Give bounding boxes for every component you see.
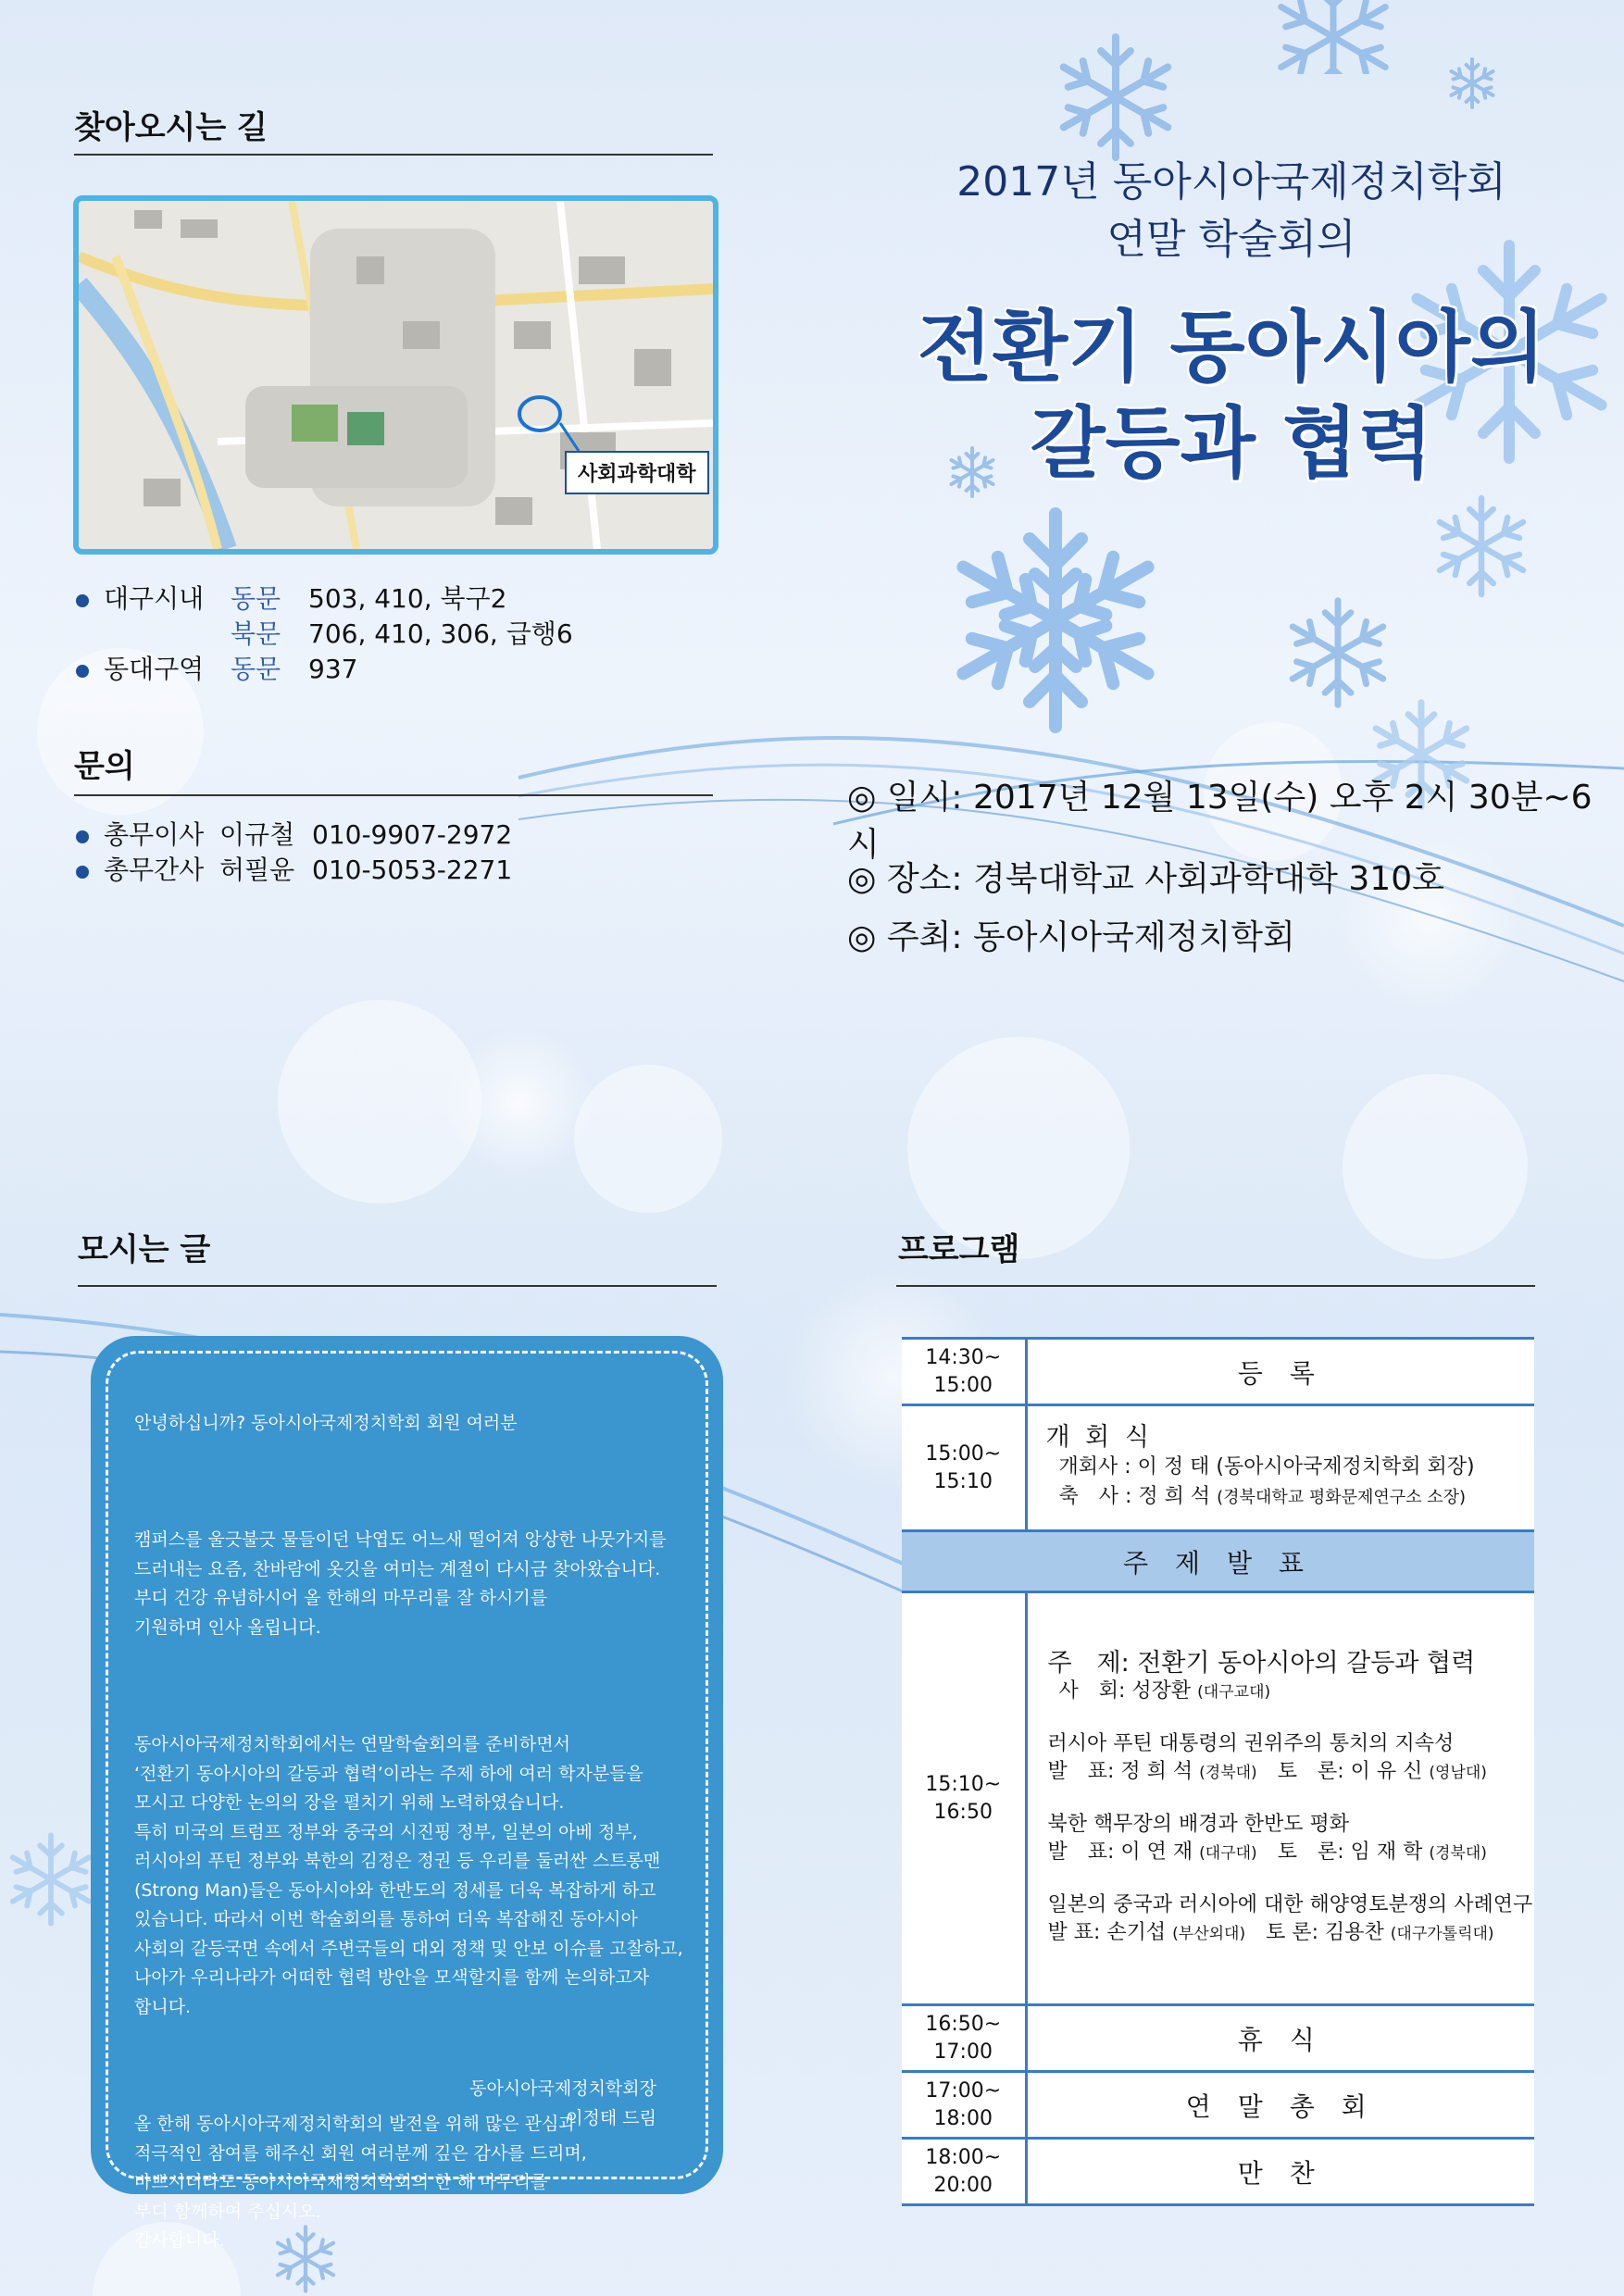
chair-name: 사 회: 성장환 — [1058, 1678, 1198, 1703]
program-time: 15:10~ 16:50 — [902, 1592, 1026, 2005]
event-title-line1: 전환기 동아시아의 — [917, 302, 1546, 393]
letter-body — [134, 1379, 690, 2285]
congrats-speaker: 축 사 : 정 희 석 — [1058, 1485, 1218, 1508]
presentation-block — [1048, 1730, 1535, 1787]
presentation-block — [1048, 1891, 1535, 1948]
discussant-affiliation: (대구가톨릭대) — [1390, 1924, 1494, 1943]
discussant-affiliation: (경북대) — [1429, 1843, 1487, 1863]
event-host: ◎ 주최: 동아시아국제정치학회 — [847, 918, 1295, 956]
bullet-icon — [76, 830, 89, 843]
bullet-icon — [76, 665, 89, 678]
event-date: ◎ 일시: 2017년 12월 13일(수) 오후 2시 30분~6시 — [847, 778, 1593, 864]
presenter-affiliation: (경북대) — [1199, 1763, 1257, 1782]
program-time: 16:50~ 17:00 — [902, 2005, 1026, 2072]
snowflake-decoration — [1046, 28, 1185, 167]
campus-map — [73, 195, 718, 555]
presenter-affiliation: (대구대) — [1199, 1843, 1257, 1863]
bus-routes-text: 706, 410, 306, 급행6 — [308, 618, 573, 649]
bus-row — [76, 579, 573, 614]
bokeh-decoration — [1343, 1074, 1528, 1259]
section-divider — [74, 794, 713, 796]
presenter: 발 표: 정 희 석 — [1047, 1759, 1200, 1783]
presentation-topic: 북한 핵무장의 배경과 한반도 평화 — [1047, 1812, 1350, 1836]
map-location-label: 사회과학대학 — [565, 451, 709, 494]
program-table — [902, 1337, 1534, 2206]
bus-gate: 동문 — [231, 654, 281, 684]
event-title-line2: 갈등과 협력 — [1030, 398, 1433, 489]
section-divider — [78, 1285, 717, 1287]
bokeh-decoration — [574, 1065, 722, 1213]
bullet-icon — [76, 594, 89, 607]
bus-area: 대구시내 — [104, 583, 205, 614]
snowflake-decoration — [1444, 56, 1500, 111]
chair-affiliation: (대구교대) — [1197, 1682, 1271, 1702]
presenter: 발 표: 이 연 재 — [1047, 1840, 1200, 1864]
presenter: 발 표: 손기섭 — [1047, 1920, 1173, 1944]
presentation-block — [1048, 1811, 1535, 1867]
presentation-people — [1048, 1919, 1535, 1948]
presentation-topic: 일본의 중국과 러시아에 대한 해양영토분쟁의 사례연구 — [1047, 1892, 1533, 1916]
bus-row — [76, 614, 573, 649]
program-row-break — [902, 2005, 1534, 2072]
program-row-opening — [902, 1405, 1534, 1531]
program-item: 등 록 — [1026, 1339, 1534, 1405]
letter-paragraph: 캠퍼스를 울긋불긋 물들이던 낙엽도 어느새 떨어져 앙상한 나뭇가지를 드러내는 요즘, 찬바람에 옷깃을 여미는 계절이 다시금 찾아왔습니다. 부디 건강 유념하시어 올 한해의 마무리를 잘 하시기를 기원하며 인사 올립니다. — [134, 1529, 667, 1638]
opening-congrats — [1046, 1482, 1535, 1513]
discussant: 토 론: 김용찬 — [1245, 1920, 1391, 1944]
snowflake-decoration — [1278, 0, 1389, 74]
letter-signature — [286, 2074, 656, 2133]
program-item: 만 찬 — [1026, 2139, 1534, 2205]
event-subtitle-line2: 연말 학술회의 — [1106, 216, 1356, 263]
event-place: ◎ 장소: 경북대학교 사회과학대학 310호 — [847, 860, 1444, 898]
program-item-presentations — [1026, 1592, 1534, 2005]
signature-org: 동아시아국제정치학회장 — [469, 2078, 656, 2099]
bus-row — [76, 649, 573, 684]
opening-head: 개 회 식 — [1045, 1423, 1153, 1452]
bus-gate: 동문 — [231, 583, 281, 614]
letter-greeting: 안녕하십니까? 동아시아국제정치학회 회원 여러분 — [134, 1412, 518, 1433]
presenter-affiliation: (부산외대) — [1172, 1924, 1246, 1943]
letter-paragraph: 동아시아국제정치학회에서는 연말학술회의를 준비하면서 ‘전환기 동아시아의 갈등과 협력’이라는 주제 하에 여러 학자분들을 모시고 다양한 논의의 장을 펼치기 위해 노력하였습니다. 특히 미국의 트럼프 정부와 중국의 시진핑 정부, 일본의 아베 정부, 러시아의 푸틴 정부와 북한의 김정은 정권 등 우리를 둘러싼 스트롱맨 (Strong Man)들은 동아시아와 한반도의 정세를 더욱 복잡하게 하고 있습니다. 따라서 이번 학술회의를 통하여 더욱 복잡해진 동아시아 사회의 갈등국면 속에서 주변국들의 대외 정책 및 안보 이슈를 고찰하고, 나아가 우리나라가 어떠한 협력 방안을 모색할지를 함께 논의하고자 합니다. — [134, 1734, 683, 2017]
snowflake-decoration — [935, 500, 1176, 741]
session-chair — [1048, 1678, 1535, 1706]
program-item: 휴 식 — [1026, 2005, 1534, 2072]
contact-phone: 010-5053-2271 — [312, 855, 513, 885]
contact-name: 이규철 — [219, 819, 295, 850]
program-row-presentations — [902, 1592, 1534, 2005]
program-time: 15:00~ 15:10 — [902, 1405, 1026, 1531]
program-time: 17:00~ 18:00 — [902, 2072, 1026, 2139]
program-item-opening — [1026, 1405, 1534, 1531]
program-time: 18:00~ 20:00 — [902, 2139, 1026, 2205]
discussant: 토 론: 이 유 신 — [1256, 1759, 1430, 1783]
program-time: 14:30~ 15:00 — [902, 1339, 1026, 1405]
bus-gate: 북문 — [231, 618, 281, 649]
letter-title: 모시는 글 — [78, 1231, 211, 1268]
bus-area: 동대구역 — [104, 654, 205, 684]
contact-name: 허필윤 — [219, 855, 295, 885]
program-band — [902, 1531, 1534, 1592]
contact-row — [76, 850, 512, 885]
map-graphic — [79, 201, 713, 549]
snowflake-decoration — [0, 1805, 102, 1953]
contact-title: 문의 — [74, 748, 135, 785]
discussant-affiliation: (영남대) — [1429, 1763, 1487, 1782]
contact-list — [76, 815, 512, 885]
program-row-registration — [902, 1339, 1534, 1405]
letter-paragraph: 올 한해 동아시아국제정치학회의 발전을 위해 많은 관심과 적극적인 참여를 해주신 회원 여러분께 깊은 감사를 드리며, 바쁘시더라도 동아시아국제정치학회의 한 해 마무리를 부디 함께하여 주십시오. 감사합니다. — [134, 2114, 587, 2251]
contact-role: 총무이사 — [104, 819, 205, 850]
presentation-topic: 러시아 푸틴 대통령의 권위주의 통치의 지속성 — [1047, 1731, 1455, 1755]
band-label: 주 제 발 표 — [902, 1531, 1534, 1592]
program-title: 프로그램 — [898, 1231, 1020, 1268]
opening-speech: 개회사 : 이 정 태 (동아시아국제정치학회 회장) — [1058, 1455, 1475, 1479]
section-divider — [74, 154, 713, 156]
bus-routes — [76, 579, 573, 684]
presentation-people — [1048, 1758, 1535, 1787]
section-divider — [896, 1285, 1535, 1287]
theme-block — [1048, 1650, 1535, 1706]
presentation-people — [1048, 1839, 1535, 1867]
signature-name: 이정태 드림 — [566, 2108, 656, 2128]
bokeh-decoration — [278, 1000, 481, 1204]
program-row-meeting — [902, 2072, 1534, 2139]
contact-phone: 010-9907-2972 — [312, 819, 513, 850]
bus-routes-text: 503, 410, 북구2 — [308, 583, 507, 614]
event-subtitle-line1: 2017년 동아시아국제정치학회 — [956, 158, 1506, 206]
snowflake-decoration — [1426, 491, 1537, 602]
bus-routes-text: 937 — [308, 654, 358, 684]
contact-role: 총무간사 — [104, 855, 205, 885]
directions-title: 찾아오시는 길 — [74, 109, 268, 146]
session-theme: 주 제: 전환기 동아시아의 갈등과 협력 — [1047, 1648, 1476, 1678]
bullet-icon — [76, 866, 89, 879]
program-row-dinner — [902, 2139, 1534, 2205]
contact-row — [76, 815, 512, 850]
event-info — [847, 778, 1624, 964]
congrats-affiliation: (경북대학교 평화문제연구소 소장) — [1217, 1488, 1467, 1507]
snowflake-decoration — [1278, 593, 1398, 713]
discussant: 토 론: 임 재 학 — [1256, 1840, 1430, 1864]
program-item: 연 말 총 회 — [1026, 2072, 1534, 2139]
